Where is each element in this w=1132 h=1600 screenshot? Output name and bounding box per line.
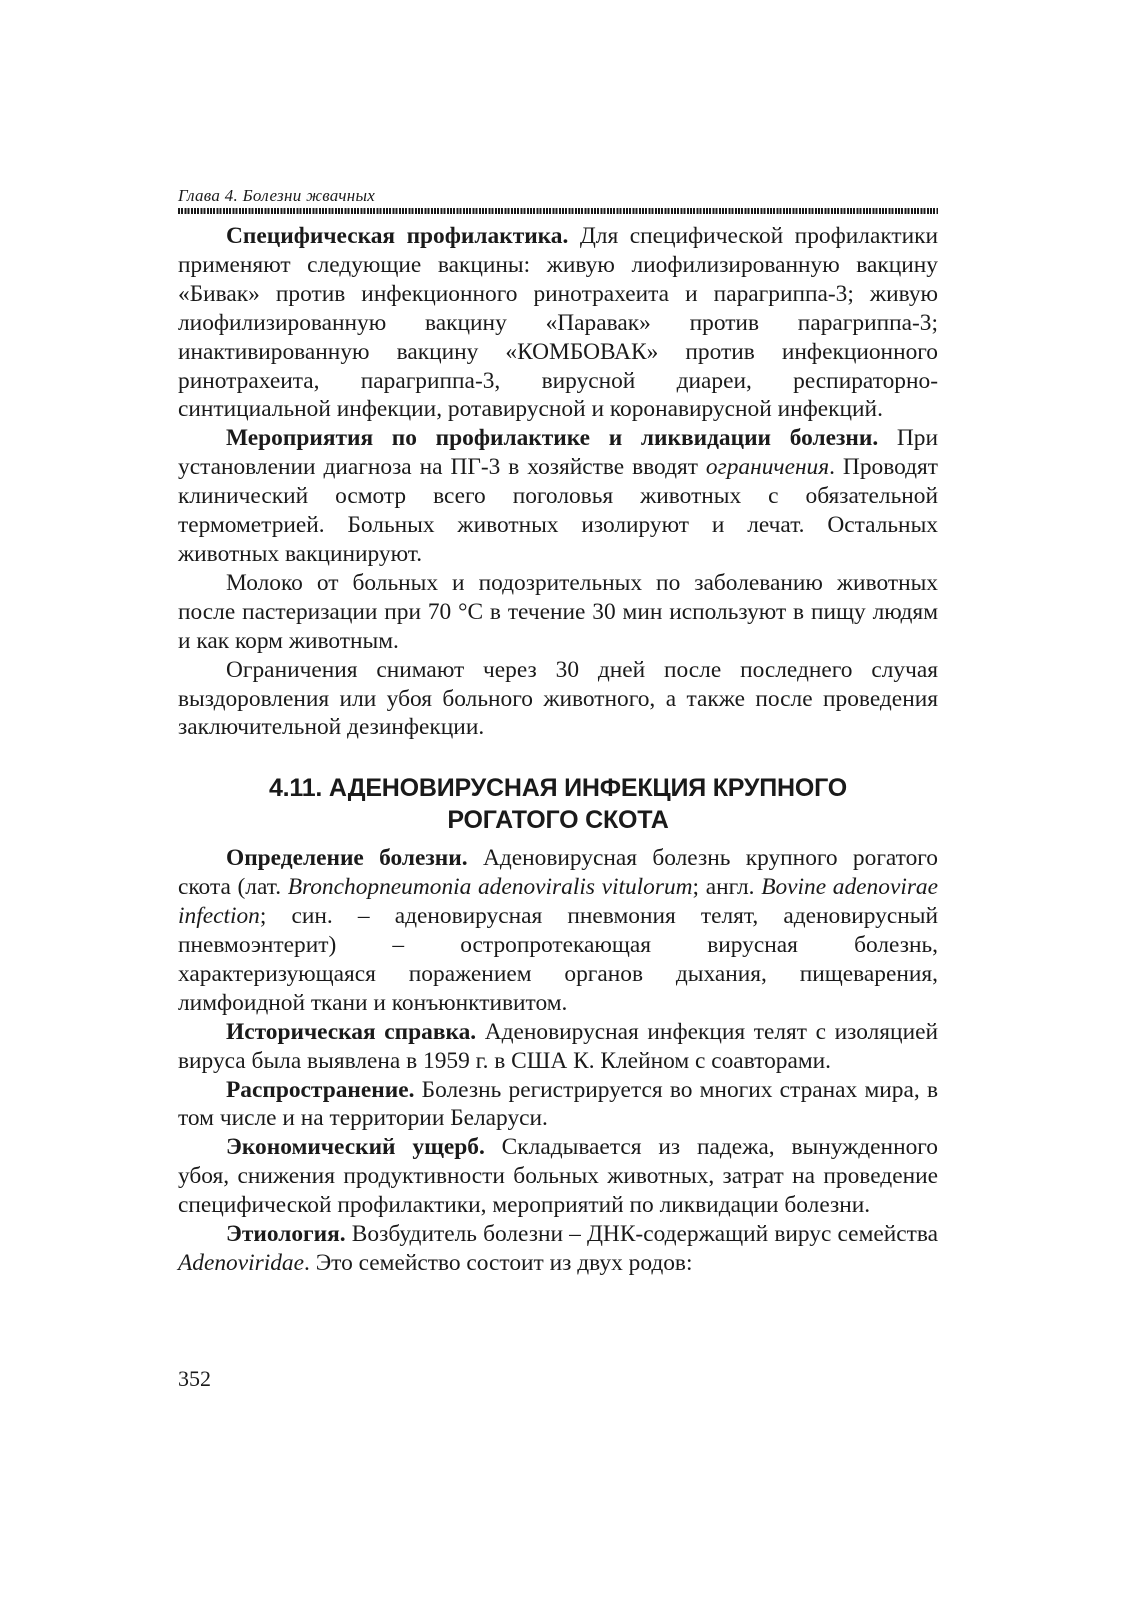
paragraph-text: Для специфической профилактики применяют следующие вакцины: живую лиофилизированную вакцину «Бивак» против инфекционного ринотрахеита и парагриппа-3; живую лиофилизированную вакцину «Паравак» против парагриппа-3; инактивированную вакцину «КОМБОВАК» против инфекционного ринотрахеита, парагриппа-3, вирусной диареи, респираторно-синтициальной инфекции, ротавирусной и коронавирусной инфекций. [178, 223, 938, 423]
italic-term: ограничения [705, 454, 830, 481]
paragraph-lead: Экономический ущерб. [226, 1134, 485, 1161]
paragraph-text: Молоко от больных и подозрительных по заболеванию животных после пастеризации при 70 °С в течение 30 мин используют в пищу людям и как корм животным. [178, 569, 938, 654]
paragraph-restrictions [178, 656, 938, 743]
family-term: Adenoviridae [178, 1250, 305, 1276]
paragraph-lead: Историческая справка. [226, 1018, 477, 1045]
paragraph-text: ; син. – аденовирусная пневмония телят, аденовирусный пневмоэнтерит) – остропротекающая вирусная болезнь, характеризующаяся поражением органов дыхания, пищеварения, лимфоидной ткани и конъюнктивитом. [178, 903, 938, 1016]
paragraph-lead: Определение болезни. [226, 845, 468, 872]
latin-term: Bronchopneumonia adenoviralis vitulorum [287, 874, 693, 901]
paragraph-milk [178, 569, 938, 656]
paragraph-lead: Распространение. [226, 1076, 415, 1103]
paragraph-text: Аденовирусная болезнь крупного рогатого скота (лат. [178, 845, 938, 901]
section-title-line: РОГАТОГО СКОТА [447, 806, 669, 835]
header-rule [178, 208, 938, 214]
page-number: 352 [178, 1366, 211, 1391]
paragraph-text: Складывается из падежа, вынужденного убоя, снижения продуктивности больных животных, затрат на проведение специфической профилактики, мероприятий по ликвидации болезни. [178, 1134, 938, 1219]
section-title [178, 772, 938, 836]
paragraph-lead: Специфическая профилактика. [226, 223, 569, 249]
paragraph-text: При установлении диагноза на ПГ-3 в хозяйстве вводят [178, 425, 938, 481]
paragraph-text: Аденовирусная инфекция телят с изоляцией вируса была выявлена в 1959 г. в США К. Клейном с соавторами. [178, 1018, 938, 1074]
paragraph-specific-prophylaxis [178, 222, 938, 424]
paragraph-economic-damage [178, 1133, 938, 1220]
paragraph-text: Болезнь регистрируется во многих странах мира, в том числе и на территории Беларуси. [178, 1076, 938, 1132]
paragraph-text: . Это семейство состоит из двух родов: [304, 1250, 693, 1276]
paragraph-text: Ограничения снимают через 30 дней после последнего случая выздоровления или убоя больного животного, а также после проведения заключительной дезинфекции. [178, 656, 938, 741]
paragraph-definition [178, 844, 938, 1017]
paragraph-lead: Мероприятия по профилактике и ликвидации болезни. [226, 425, 879, 452]
paragraph-lead: Этиология. [226, 1221, 346, 1248]
section-title-line: 4.11. АДЕНОВИРУСНАЯ ИНФЕКЦИЯ КРУПНОГО [268, 774, 848, 803]
paragraph-control-measures [178, 424, 938, 569]
english-term: Bovine adenovirae infection [178, 874, 939, 930]
paragraph-text: . Проводят клинический осмотр всего поголовья животных с обязательной термометрией. Больных животных изолируют и лечат. Остальных животных вакцинируют. [178, 454, 938, 567]
paragraph-history [178, 1018, 938, 1076]
page-body [178, 186, 938, 1278]
paragraph-etiology [178, 1220, 938, 1278]
running-head: Глава 4. Болезни жвачных [178, 186, 376, 205]
paragraph-text: ; англ. [692, 874, 762, 901]
paragraph-distribution [178, 1076, 938, 1134]
paragraph-text: Возбудитель болезни – ДНК-содержащий вирус семейства [345, 1221, 938, 1248]
